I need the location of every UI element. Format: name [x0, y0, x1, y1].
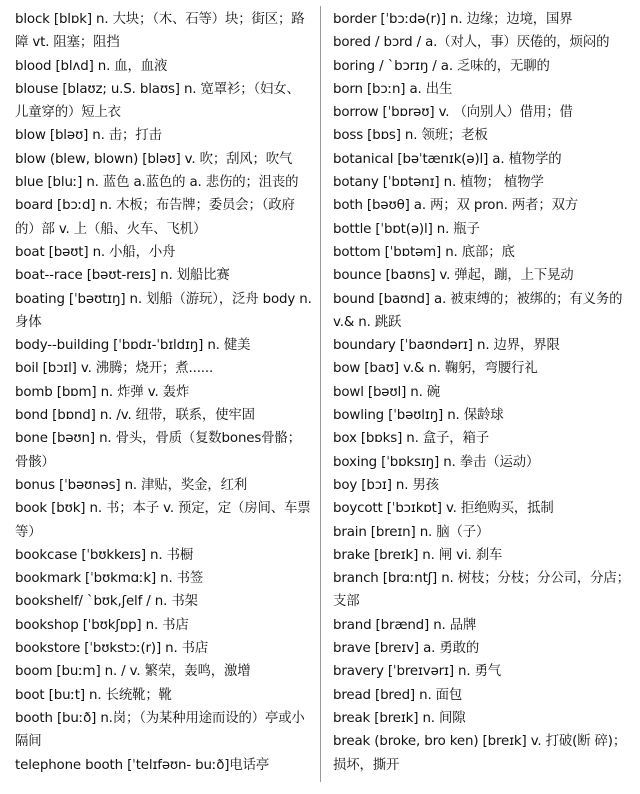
- vocab-entry: boil [bɔɪl] v. 沸腾；烧开；煮......: [15, 361, 214, 377]
- vocab-entry: bottom [ˈbɒtəm] n. 底部；底: [333, 244, 515, 260]
- vocab-entry: body--building [ˈbɒdɪ-ˈbɪldɪŋ] n. 健美: [15, 338, 251, 354]
- vocab-entry: boundary [ˈbaʊndərɪ] n. 边界，界限: [333, 338, 560, 354]
- vocab-entry: boat [bəʊt] n. 小船，小舟: [15, 244, 176, 260]
- left-column: [15, 8, 312, 777]
- vocab-entry: bottle [ˈbɒt(ə)l] n. 瓶子: [333, 221, 480, 237]
- vocab-entry: break (broke, bro ken) [breɪk] v. 打破(断 碎)；损坏，撕开: [333, 734, 627, 773]
- vocab-entry: boating [ˈbəʊtɪŋ] n. 划船（游玩），泛舟 body n. 身体: [15, 291, 312, 330]
- vocab-entry: bow [baʊ] v.& n. 鞠躬，弯腰行礼: [333, 361, 538, 377]
- vocab-entry: boom [buːm] n. / v. 繁荣，轰鸣，激增: [15, 664, 251, 680]
- vocab-entry: born [bɔːn] a. 出生: [333, 81, 453, 97]
- vocab-entry: bowling [ˈbəʊlɪŋ] n. 保龄球: [333, 408, 504, 424]
- vocab-entry: bone [bəʊn] n. 骨头，骨质（复数bones骨骼；骨骸）: [15, 431, 301, 470]
- vocab-entry: bread [bred] n. 面包: [333, 687, 463, 703]
- vocab-entry: border [ˈbɔːdə(r)] n. 边缘；边境，国界: [333, 12, 573, 27]
- vocab-entry: brake [breɪk] n. 闸 vi. 刹车: [333, 547, 503, 563]
- vocab-entry: board [bɔːd] n. 木板；布告牌；委员会；（政府的）部 v. 上（船、火车、飞机）: [15, 198, 295, 237]
- vocab-entry: blow (blew, blown) [bləʊ] v. 吹；刮风；吹气: [15, 151, 293, 167]
- vocab-entry: bookstore [ˈbʊkstɔː(r)] n. 书店: [15, 641, 209, 657]
- vocab-entry: bookcase [ˈbʊkkeɪs] n. 书橱: [15, 547, 194, 563]
- vocab-entry: bomb [bɒm] n. 炸弹 v. 轰炸: [15, 384, 190, 400]
- vocab-entry: block [blɒk] n. 大块；（木、石等）块；街区；路障 vt. 阻塞；阻挡: [15, 12, 305, 51]
- vocab-entry: bonus [ˈbəʊnəs] n. 津贴，奖金，红利: [15, 477, 248, 493]
- right-column: [333, 8, 631, 777]
- vocab-entry: brave [breɪv] a. 勇敢的: [333, 641, 480, 657]
- vocab-entry: botany [ˈbɒtənɪ] n. 植物； 植物学: [333, 175, 544, 191]
- vocab-entry: bounce [baʊns] v. 弹起，蹦，上下晃动: [333, 268, 574, 284]
- vocab-entry: brand [brænd] n. 品牌: [333, 617, 477, 633]
- vocab-entry: bowl [bəʊl] n. 碗: [333, 384, 441, 400]
- vocab-entry: bookmark [ˈbʊkmɑːk] n. 书签: [15, 571, 204, 587]
- vocab-entry: blow [bləʊ] n. 击；打击: [15, 128, 162, 144]
- vocab-entry: boycott [ˈbɔɪkɒt] v. 拒绝购买，抵制: [333, 501, 554, 517]
- vocab-entry: bravery [ˈbreɪvərɪ] n. 勇气: [333, 664, 502, 680]
- vocab-entry: telephone booth [ˈtelɪfəʊn- buːð]电话亭: [15, 757, 270, 773]
- vocab-entry: break [breɪk] n. 间隙: [333, 710, 466, 726]
- vocab-entry: boring / ˋbɔrɪŋ / a. 乏味的，无聊的: [333, 58, 550, 74]
- vocab-entry: brain [breɪn] n. 脑（子）: [333, 524, 490, 540]
- vocab-entry: blood [blʌd] n. 血，血液: [15, 58, 168, 74]
- vocab-entry: blue [bluː] n. 蓝色 a.蓝色的 a. 悲伤的；沮丧的: [15, 175, 299, 191]
- vocab-entry: bookshop [ˈbʊkʃɒp] n. 书店: [15, 617, 189, 633]
- vocab-entry: box [bɒks] n. 盒子，箱子: [333, 431, 489, 447]
- vocab-entry: bound [baʊnd] a. 被束缚的；被绑的；有义务的 v.& n. 跳跃: [333, 291, 623, 330]
- vocab-entry: booth [buːð] n.岗；（为某种用途而设的）亭或小隔间: [15, 710, 305, 750]
- column-divider: [320, 6, 321, 782]
- vocab-entry: boss [bɒs] n. 领班；老板: [333, 128, 488, 144]
- vocab-entry: boy [bɔɪ] n. 男孩: [333, 477, 439, 493]
- vocab-entry: boxing [ˈbɒksɪŋ] n. 拳击（运动）: [333, 454, 540, 470]
- vocab-entry: book [bʊk] n. 书；本子 v. 预定，定（房间、车票等）: [15, 501, 311, 540]
- vocab-entry: blouse [blaʊz; u.S. blaʊs] n. 宽罩衫；（妇女、儿童穿的）短上衣: [15, 81, 300, 121]
- vocab-entry: bond [bɒnd] n. /v. 纽带，联系，使牢固: [15, 408, 255, 424]
- vocab-entry: borrow [ˈbɒrəʊ] v. （向别人）借用；借: [333, 105, 573, 121]
- vocab-entry: branch [brɑːntʃ] n. 树枝；分枝；分公司，分店；支部: [333, 571, 630, 610]
- vocab-entry: bored / bɔrd / a.（对人，事）厌倦的，烦闷的: [333, 35, 610, 51]
- vocab-entry: boat--race [bəʊt-reɪs] n. 划船比赛: [15, 268, 230, 284]
- vocab-entry: boot [buːt] n. 长统靴；靴: [15, 687, 172, 703]
- vocab-entry: bookshelf/ `bʊk,ʃelf / n. 书架: [15, 594, 198, 610]
- vocab-entry: botanical [bəˈtænɪk(ə)l] a. 植物学的: [333, 151, 562, 167]
- vocab-entry: both [bəʊθ] a. 两；双 pron. 两者；双方: [333, 198, 579, 214]
